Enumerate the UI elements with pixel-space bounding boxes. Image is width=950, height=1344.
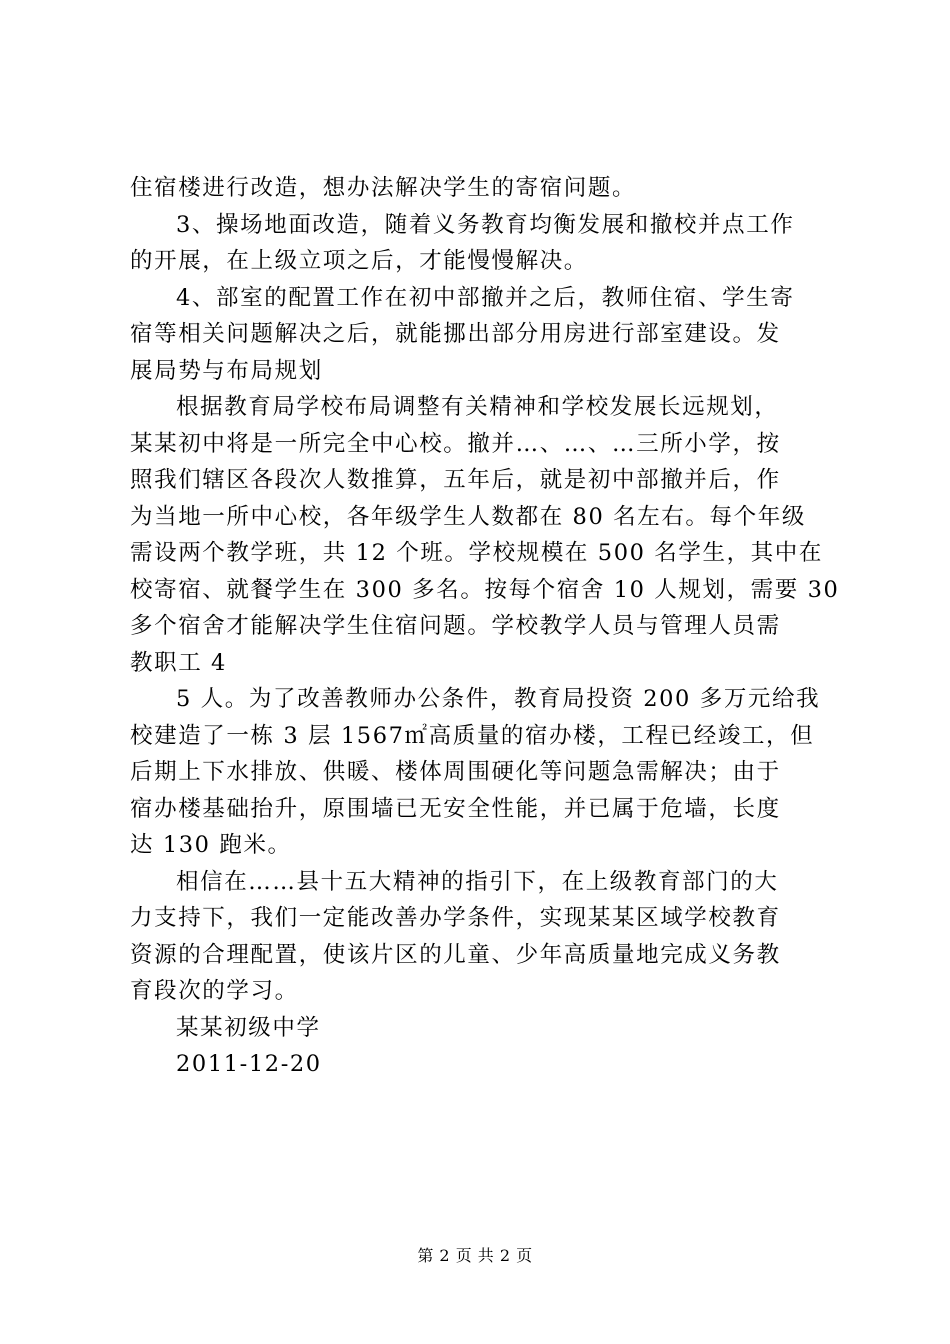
text-line: 3、操场地面改造，随着义务教育均衡发展和撤校并点工作 [176,211,795,238]
text-line: 需设两个教学班，共 12 个班。学校规模在 500 名学生，其中在 [130,540,823,566]
text-line: 校寄宿、就餐学生在 300 多名。按每个宿舍 10 人规划，需要 30 [130,576,840,603]
text-line: 资源的合理配置，使该片区的儿童、少年高质量地完成义务教 [130,941,781,968]
text-line: 展局势与布局规划 [130,357,323,384]
text-line: 多个宿舍才能解决学生住宿问题。学校教学人员与管理人员需 [130,613,781,639]
text-line: 2011-12-20 [176,1051,322,1077]
text-line: 宿等相关问题解决之后，就能挪出部分用房进行部室建设。发 [130,321,781,347]
document-body [130,170,840,1083]
text-line: 某某初中将是一所完全中心校。撤并…、…、…三所小学，按 [130,430,781,457]
text-line: 4、部室的配置工作在初中部撤并之后，教师住宿、学生寄 [176,284,795,311]
text-line: 的开展，在上级立项之后，才能慢慢解决。 [130,248,588,274]
text-line: 后期上下水排放、供暖、楼体周围硬化等问题急需解决；由于 [130,759,781,785]
text-line: 教职工 4 [130,649,227,676]
text-line: 5 人。为了改善教师办公条件，教育局投资 200 多万元给我 [176,686,821,712]
text-line: 宿办楼基础抬升，原围墙已无安全性能，并已属于危墙，长度 [130,795,781,822]
text-line: 力支持下，我们一定能改善办学条件，实现某某区域学校教育 [130,905,781,931]
text-line: 达 130 跑米。 [130,832,292,858]
text-line: 照我们辖区各段次人数推算，五年后，就是初中部撤并后，作 [130,467,781,493]
text-line: 育段次的学习。 [130,978,299,1004]
text-line: 根据教育局学校布局调整有关精神和学校发展长远规划， [176,394,779,420]
text-line: 为当地一所中心校，各年级学生人数都在 80 名左右。每个年级 [130,503,806,530]
text-line: 校建造了一栋 3 层 1567㎡高质量的宿办楼，工程已经竣工，但 [130,722,815,749]
text-line: 住宿楼进行改造，想办法解决学生的寄宿问题。 [130,175,637,201]
text-line: 相信在……县十五大精神的指引下，在上级教育部门的大 [176,868,779,895]
page-footer: 第 2 页 共 2 页 [417,1246,533,1265]
text-line: 某某初级中学 [176,1014,321,1041]
